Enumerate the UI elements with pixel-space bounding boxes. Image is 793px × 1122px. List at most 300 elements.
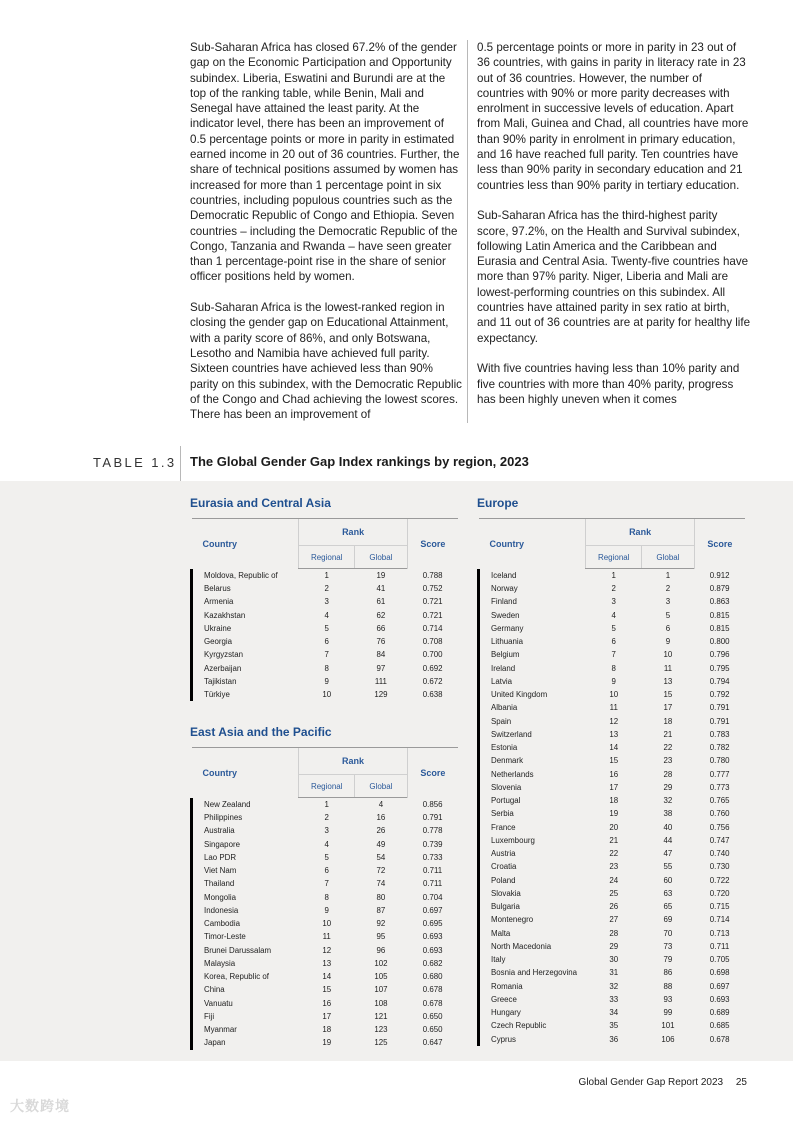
country-cell: China [192,983,299,996]
country-cell: Greece [479,993,586,1006]
region-title: Europe [477,496,519,510]
score-cell: 0.647 [422,1038,443,1048]
score-cell: 0.879 [709,584,730,594]
regional-rank-cell: 20 [609,822,619,832]
table-row [479,834,746,847]
score-cell: 0.678 [709,1034,730,1044]
global-rank-cell: 105 [374,972,388,982]
table-row [479,635,746,648]
regional-rank-cell: 16 [609,769,619,779]
country-cell: Finland [479,595,586,608]
score-cell: 0.739 [422,839,443,849]
table-row [479,741,746,754]
global-rank-cell: 66 [376,623,386,633]
score-cell: 0.693 [422,945,443,955]
global-rank-cell: 108 [374,998,388,1008]
table-row [479,781,746,794]
global-rank-cell: 84 [376,650,386,660]
table-row [479,715,746,728]
column-header-rank: Rank [586,519,694,546]
score-cell: 0.783 [709,729,730,739]
table-row [192,957,459,970]
table-row [479,953,746,966]
country-cell: Türkiye [192,688,299,701]
regional-rank-cell: 35 [609,1021,619,1031]
global-rank-cell: 79 [663,955,673,965]
table-row [192,930,459,943]
country-cell: Austria [479,847,586,860]
page-footer [579,1077,747,1088]
country-cell: Portugal [479,794,586,807]
country-cell: Montenegro [479,913,586,926]
regional-rank-cell: 8 [324,663,329,673]
global-rank-cell: 93 [663,994,673,1004]
regional-rank-cell: 13 [609,729,619,739]
score-cell: 0.815 [709,623,730,633]
score-cell: 0.740 [709,849,730,859]
global-rank-cell: 74 [376,879,386,889]
column-header-score: Score [694,519,745,569]
regional-rank-cell: 22 [609,849,619,859]
global-rank-cell: 23 [663,756,673,766]
paragraph: With five countries having less than 10% parity and five countries with more than 40% parity, progress has been highly uneven when it comes [477,362,740,406]
table-row [192,917,459,930]
regional-rank-cell: 12 [609,716,619,726]
column-header-global: Global [355,775,408,798]
global-rank-cell: 73 [663,941,673,951]
score-cell: 0.752 [422,584,443,594]
score-cell: 0.711 [710,941,730,951]
column-header-rank: Rank [299,519,407,546]
score-cell: 0.792 [709,690,730,700]
table-row [479,794,746,807]
table-row [192,798,459,812]
table-row [479,622,746,635]
global-rank-cell: 28 [663,769,673,779]
regional-rank-cell: 11 [609,703,618,713]
score-cell: 0.863 [709,597,730,607]
regional-rank-cell: 24 [609,875,619,885]
global-rank-cell: 55 [663,862,673,872]
region-title: East Asia and the Pacific [190,725,332,739]
region-east-asia-pacific [190,725,458,1050]
column-header-score: Score [407,748,458,798]
score-cell: 0.698 [709,968,730,978]
country-cell: Myanmar [192,1023,299,1036]
regional-rank-cell: 16 [322,998,332,1008]
country-cell: Lithuania [479,635,586,648]
global-rank-cell: 21 [663,729,673,739]
country-cell: Australia [192,824,299,837]
table-label: TABLE 1.3 [93,455,177,470]
country-cell: Indonesia [192,904,299,917]
global-rank-cell: 26 [376,826,386,836]
country-cell: Malaysia [192,957,299,970]
score-cell: 0.638 [422,690,443,700]
country-cell: United Kingdom [479,688,586,701]
country-cell: Croatia [479,860,586,873]
table-row [479,662,746,675]
table-row [479,900,746,913]
global-rank-cell: 3 [665,597,671,607]
table-row [479,940,746,953]
country-cell: North Macedonia [479,940,586,953]
table-row [192,997,459,1010]
global-rank-cell: 125 [374,1038,388,1048]
country-cell: Iceland [479,569,586,583]
score-cell: 0.721 [422,597,443,607]
table-row [479,701,746,714]
country-cell: Cyprus [479,1033,586,1046]
table-row [479,887,746,900]
score-cell: 0.795 [709,663,730,673]
regional-rank-cell: 15 [609,756,619,766]
score-cell: 0.730 [709,862,730,872]
regional-rank-cell: 29 [609,941,619,951]
score-cell: 0.720 [709,888,730,898]
score-cell: 0.782 [709,743,730,753]
country-cell: Albania [479,701,586,714]
table-row [479,595,746,608]
global-rank-cell: 92 [376,919,386,929]
country-cell: Japan [192,1036,299,1049]
table-row [192,569,459,583]
regional-rank-cell: 13 [322,958,332,968]
global-rank-cell: 54 [376,852,386,862]
score-cell: 0.778 [422,826,443,836]
ranking-table [190,747,458,1050]
country-cell: Brunei Darussalam [192,944,299,957]
table-row [192,983,459,996]
country-cell: Azerbaijan [192,662,299,675]
global-rank-cell: 41 [376,584,386,594]
table-row [192,864,459,877]
score-cell: 0.773 [709,782,730,792]
global-rank-cell: 40 [663,822,673,832]
global-rank-cell: 99 [663,1008,673,1018]
global-rank-cell: 11 [663,663,673,673]
global-rank-cell: 17 [663,703,673,713]
table-row [192,811,459,824]
country-cell: Belarus [192,582,299,595]
table-row [479,847,746,860]
score-cell: 0.704 [422,892,443,902]
regional-rank-cell: 8 [611,663,616,673]
country-cell: Belgium [479,648,586,661]
regional-rank-cell: 14 [322,972,332,982]
country-cell: Serbia [479,807,586,820]
score-cell: 0.685 [709,1021,730,1031]
regional-rank-cell: 30 [609,955,619,965]
global-rank-cell: 1 [665,571,671,580]
regional-rank-cell: 3 [611,597,616,607]
regional-rank-cell: 14 [609,743,619,753]
country-cell: Malta [479,927,586,940]
global-rank-cell: 44 [663,835,673,845]
country-cell: Viet Nam [192,864,299,877]
global-rank-cell: 96 [376,945,386,955]
score-cell: 0.697 [709,981,730,991]
score-cell: 0.650 [422,1025,443,1035]
score-cell: 0.711 [423,879,443,889]
global-rank-cell: 5 [665,610,671,620]
paragraph: Sub-Saharan Africa has closed 67.2% of the gender gap on the Economic Participation and Opportunity subindex. Liberia, Eswatini and Burundi are at the top of the ranking table, while Benin, Mali and Senegal have attained the least parity. At the indicator level, there has been an improvement of 0.5 percentage points or more in parity in estimated earned income in 20 out of 36 countries. Further, the share of technical positions assumed by women has increased for more than 1 percentage point in six countries, including populous countries such as the Democratic Republic of Congo and Ethiopia. Seven countries – including the Democratic Republic of the Congo, Tanzania and Rwanda – have seen greater than 1 percentage-point rise in the share of senior officer positions held by women. [190,41,460,284]
regional-rank-cell: 6 [324,866,329,876]
country-cell: Kyrgyzstan [192,648,299,661]
score-cell: 0.678 [422,985,443,995]
country-cell: Mongolia [192,891,299,904]
country-cell: Estonia [479,741,586,754]
global-rank-cell: 6 [665,623,671,633]
country-cell: New Zealand [192,798,299,812]
global-rank-cell: 18 [663,716,673,726]
table-row [192,904,459,917]
table-row [192,824,459,837]
score-cell: 0.711 [423,866,443,876]
country-cell: Timor-Leste [192,930,299,943]
score-cell: 0.713 [709,928,730,938]
global-rank-cell: 70 [663,928,673,938]
regional-rank-cell: 10 [322,690,332,700]
table-row [192,688,459,701]
regional-rank-cell: 9 [611,676,616,686]
global-rank-cell: 95 [376,932,386,942]
regional-rank-cell: 19 [609,809,619,819]
country-cell: Kazakhstan [192,609,299,622]
regional-rank-cell: 36 [609,1034,619,1044]
country-cell: Czech Republic [479,1019,586,1032]
global-rank-cell: 121 [374,1011,388,1021]
global-rank-cell: 88 [663,981,673,991]
regional-rank-cell: 5 [611,623,616,633]
regional-rank-cell: 25 [609,888,619,898]
country-cell: Slovakia [479,887,586,900]
score-cell: 0.697 [422,905,443,915]
regional-rank-cell: 28 [609,928,619,938]
score-cell: 0.689 [709,1008,730,1018]
table-row [479,807,746,820]
score-cell: 0.722 [709,875,730,885]
global-rank-cell: 32 [663,796,673,806]
score-cell: 0.912 [709,570,730,580]
table-row [479,1019,746,1032]
country-cell: Germany [479,622,586,635]
country-cell: Korea, Republic of [192,970,299,983]
score-cell: 0.791 [709,703,730,713]
regional-rank-cell: 2 [611,584,616,594]
table-row [192,970,459,983]
table-row [192,1023,459,1036]
regional-rank-cell: 1 [324,571,329,580]
score-cell: 0.791 [422,813,443,823]
ranking-table [477,518,745,1046]
score-cell: 0.693 [709,994,730,1004]
score-cell: 0.714 [422,623,443,633]
score-cell: 0.705 [709,955,730,965]
global-rank-cell: 63 [663,888,673,898]
column-header-country: Country [192,748,299,798]
country-cell: Vanuatu [192,997,299,1010]
regional-rank-cell: 11 [322,932,331,942]
global-rank-cell: 86 [663,968,673,978]
regional-rank-cell: 17 [322,1011,332,1021]
table-row [479,609,746,622]
regional-rank-cell: 19 [322,1038,332,1048]
global-rank-cell: 101 [661,1021,675,1031]
score-cell: 0.682 [422,958,443,968]
regional-rank-cell: 18 [609,796,619,806]
country-cell: Philippines [192,811,299,824]
table-row [479,821,746,834]
regional-rank-cell: 4 [324,839,329,849]
global-rank-cell: 9 [665,637,671,647]
table-row [479,993,746,1006]
column-header-regional: Regional [586,546,642,569]
regional-rank-cell: 23 [609,862,619,872]
score-cell: 0.721 [422,610,443,620]
column-header-global: Global [642,546,695,569]
table-row [192,838,459,851]
score-cell: 0.777 [709,769,730,779]
table-row [192,622,459,635]
regional-rank-cell: 12 [322,945,332,955]
score-cell: 0.788 [422,570,443,580]
country-cell: Georgia [192,635,299,648]
score-cell: 0.780 [709,756,730,766]
country-cell: Bulgaria [479,900,586,913]
global-rank-cell: 49 [376,839,386,849]
regional-rank-cell: 2 [324,813,329,823]
score-cell: 0.760 [709,809,730,819]
paragraph: Sub-Saharan Africa has the third-highest parity score, 97.2%, on the Health and Survival subindex, following Latin America and the Caribbean and Eurasia and Central Asia. Twenty-five countries have more than 97% parity. Niger, Liberia and Mali are lowest-performing countries on this subindex. All countries have attained parity in sex ratio at birth, and 11 out of 36 countries are at parity for healthy life expectancy. [477,209,751,345]
report-title: Global Gender Gap Report 2023 [578,1077,724,1088]
score-cell: 0.796 [709,650,730,660]
global-rank-cell: 29 [663,782,673,792]
country-cell: Hungary [479,1006,586,1019]
regional-rank-cell: 9 [324,676,329,686]
global-rank-cell: 87 [376,905,386,915]
table-row [479,688,746,701]
regional-rank-cell: 4 [611,610,616,620]
table-row [479,648,746,661]
column-header-country: Country [479,519,586,569]
country-cell: Switzerland [479,728,586,741]
table-row [479,675,746,688]
country-cell: Luxembourg [479,834,586,847]
regional-rank-cell: 32 [609,981,619,991]
score-cell: 0.700 [422,650,443,660]
country-cell: Fiji [192,1010,299,1023]
column-header-global: Global [355,546,408,569]
regional-rank-cell: 34 [609,1008,619,1018]
region-title: Eurasia and Central Asia [190,496,331,510]
country-cell: Cambodia [192,917,299,930]
table-row [192,648,459,661]
score-cell: 0.695 [422,919,443,929]
score-cell: 0.693 [422,932,443,942]
region-europe [477,496,745,1046]
table-row [192,662,459,675]
regional-rank-cell: 4 [324,610,329,620]
country-cell: Latvia [479,675,586,688]
global-rank-cell: 22 [663,743,673,753]
global-rank-cell: 38 [663,809,673,819]
table-row [192,851,459,864]
country-cell: Bosnia and Herzegovina [479,966,586,979]
table-row [192,582,459,595]
regional-rank-cell: 8 [324,892,329,902]
global-rank-cell: 19 [376,571,386,580]
regional-rank-cell: 21 [609,835,619,845]
country-cell: Ukraine [192,622,299,635]
global-rank-cell: 129 [374,690,388,700]
region-eurasia-central-asia [190,496,458,701]
table-row [479,874,746,887]
regional-rank-cell: 2 [324,584,329,594]
regional-rank-cell: 3 [324,597,329,607]
table-row [479,1033,746,1046]
paragraph: Sub-Saharan Africa is the lowest-ranked region in closing the gender gap on Educational Attainment, with a parity score of 86%, and only Botswana, Lesotho and Namibia have achieved full parity. Sixteen countries have achieved less than 90% parity on this subindex, with the Democratic Republic of the Congo and Chad achieving the lowest scores. There has been an improvement of [190,301,462,422]
global-rank-cell: 76 [376,637,386,647]
score-cell: 0.672 [422,676,443,686]
regional-rank-cell: 10 [609,690,619,700]
regional-rank-cell: 6 [611,637,616,647]
regional-rank-cell: 5 [324,852,329,862]
column-header-country: Country [192,519,299,569]
table-row [192,675,459,688]
table-row [479,569,746,583]
global-rank-cell: 13 [663,676,673,686]
score-cell: 0.708 [422,637,443,647]
country-cell: Armenia [192,595,299,608]
column-header-regional: Regional [299,775,355,798]
regional-rank-cell: 27 [609,915,619,925]
regional-rank-cell: 7 [611,650,616,660]
regional-rank-cell: 5 [324,623,329,633]
global-rank-cell: 123 [374,1025,388,1035]
table-row [192,944,459,957]
global-rank-cell: 47 [663,849,673,859]
score-cell: 0.856 [422,799,443,809]
regional-rank-cell: 6 [324,637,329,647]
regional-rank-cell: 7 [324,879,329,889]
score-cell: 0.692 [422,663,443,673]
global-rank-cell: 62 [376,610,386,620]
global-rank-cell: 72 [376,866,386,876]
country-cell: Norway [479,582,586,595]
column-header-rank: Rank [299,748,407,775]
score-cell: 0.765 [709,796,730,806]
global-rank-cell: 60 [663,875,673,885]
country-cell: Spain [479,715,586,728]
score-cell: 0.794 [709,676,730,686]
score-cell: 0.733 [422,852,443,862]
score-cell: 0.747 [709,835,730,845]
page-number: 25 [735,1077,747,1088]
regional-rank-cell: 1 [324,800,329,809]
score-cell: 0.678 [422,998,443,1008]
country-cell: Slovenia [479,781,586,794]
table-title: The Global Gender Gap Index rankings by region, 2023 [190,454,529,469]
global-rank-cell: 4 [378,800,384,809]
global-rank-cell: 61 [376,597,386,607]
table-row [479,728,746,741]
body-column-left [190,40,462,438]
table-row [192,1010,459,1023]
regional-rank-cell: 33 [609,994,619,1004]
country-cell: Netherlands [479,768,586,781]
regional-rank-cell: 31 [609,968,619,978]
